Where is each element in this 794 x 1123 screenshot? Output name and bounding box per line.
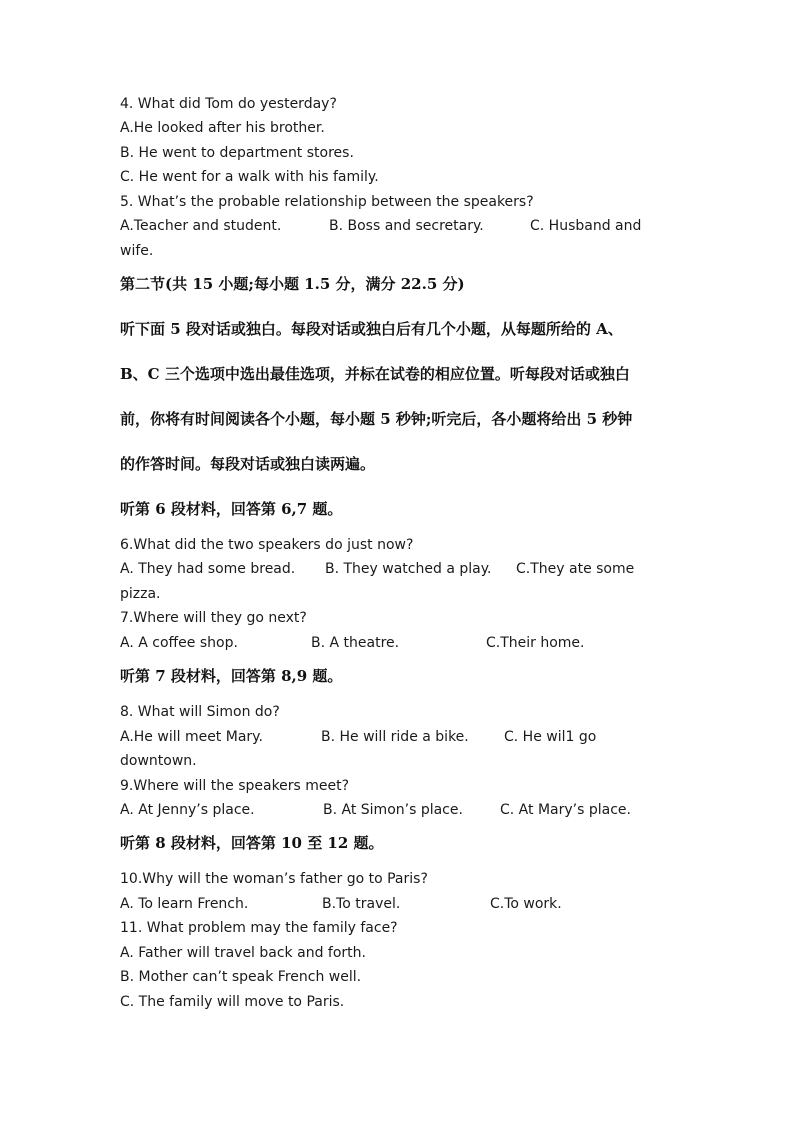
question-10-option-a: A. To learn French. bbox=[120, 896, 249, 912]
question-6-option-c-continued: pizza. bbox=[120, 586, 161, 602]
section-2-title: 第二节(共 15 小题;每小题 1.5 分，满分 22.5 分) bbox=[120, 275, 465, 293]
question-5-option-c-continued: wife. bbox=[120, 243, 154, 259]
question-6-option-b: B. They watched a play. bbox=[325, 561, 492, 577]
question-11-option-b: B. Mother can’t speak French well. bbox=[120, 969, 362, 985]
question-6: 6.What did the two speakers do just now? bbox=[120, 537, 414, 553]
question-8-option-c: C. He wil1 go bbox=[504, 729, 597, 745]
question-9-option-c: C. At Mary’s place. bbox=[500, 802, 631, 818]
question-5-option-a: A.Teacher and student. bbox=[120, 218, 282, 234]
question-11-option-c: C. The family will move to Paris. bbox=[120, 994, 345, 1010]
question-7: 7.Where will they go next? bbox=[120, 610, 307, 626]
question-9-option-a: A. At Jenny’s place. bbox=[120, 802, 255, 818]
question-5: 5. What’s the probable relationship between the speakers? bbox=[120, 194, 534, 210]
question-9-option-b: B. At Simon’s place. bbox=[323, 802, 463, 818]
question-4-option-a: A.He looked after his brother. bbox=[120, 120, 325, 136]
question-9: 9.Where will the speakers meet? bbox=[120, 778, 350, 794]
instructions-line-2: B、C 三个选项中选出最佳选项，并标在试卷的相应位置。听每段对话或独白 bbox=[120, 365, 630, 383]
question-7-option-b: B. A theatre. bbox=[311, 635, 400, 651]
material-6-heading: 听第 6 段材料，回答第 6,7 题。 bbox=[120, 500, 343, 518]
instructions-line-4: 的作答时间。每段对话或独白读两遍。 bbox=[120, 455, 376, 473]
question-4-option-c: C. He went for a walk with his family. bbox=[120, 169, 379, 185]
question-10-option-b: B.To travel. bbox=[322, 896, 401, 912]
question-8-option-a: A.He will meet Mary. bbox=[120, 729, 263, 745]
question-6-option-c: C.They ate some bbox=[516, 561, 635, 577]
question-7-option-c: C.Their home. bbox=[486, 635, 585, 651]
question-5-option-c: C. Husband and bbox=[530, 218, 642, 234]
question-10: 10.Why will the woman’s father go to Paris? bbox=[120, 871, 428, 887]
instructions-line-3: 前，你将有时间阅读各个小题，每小题 5 秒钟;听完后，各小题将给出 5 秒钟 bbox=[120, 410, 633, 428]
material-7-heading: 听第 7 段材料，回答第 8,9 题。 bbox=[120, 667, 343, 685]
question-6-option-a: A. They had some bread. bbox=[120, 561, 296, 577]
material-8-heading: 听第 8 段材料，回答第 10 至 12 题。 bbox=[120, 834, 384, 852]
question-8-option-b: B. He will ride a bike. bbox=[321, 729, 469, 745]
question-11-option-a: A. Father will travel back and forth. bbox=[120, 945, 366, 961]
question-4: 4. What did Tom do yesterday? bbox=[120, 96, 337, 112]
question-11: 11. What problem may the family face? bbox=[120, 920, 398, 936]
question-8-option-c-continued: downtown. bbox=[120, 753, 197, 769]
question-7-option-a: A. A coffee shop. bbox=[120, 635, 238, 651]
question-4-option-b: B. He went to department stores. bbox=[120, 145, 354, 161]
instructions-line-1: 听下面 5 段对话或独白。每段对话或独白后有几个小题，从每题所给的 A、 bbox=[120, 320, 623, 338]
question-10-option-c: C.To work. bbox=[490, 896, 562, 912]
question-5-option-b: B. Boss and secretary. bbox=[329, 218, 484, 234]
question-8: 8. What will Simon do? bbox=[120, 704, 280, 720]
